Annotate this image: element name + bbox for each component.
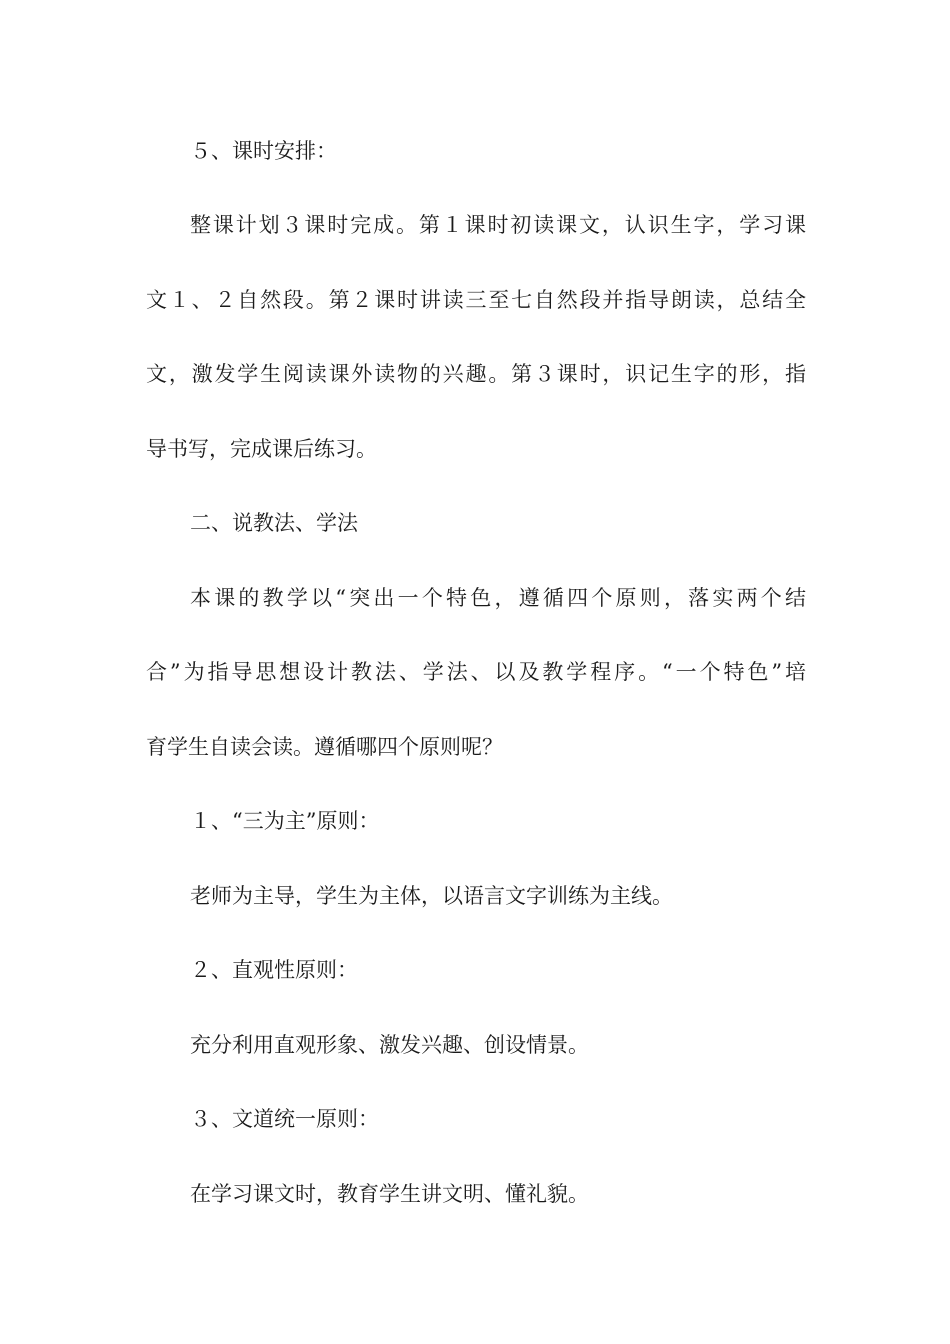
paragraph-line: 老师为主导，学生为主体，以语言文字训练为主线。 bbox=[190, 884, 673, 908]
paragraph-line: 合”为指导思想设计教法、学法、以及教学程序。“一个特色”培 bbox=[146, 660, 806, 684]
paragraph-line: 充分利用直观形象、激发兴趣、创设情景。 bbox=[190, 1033, 589, 1057]
principle-heading-2: ２、直观性原则： bbox=[190, 958, 358, 982]
section-heading-schedule: ５、课时安排： bbox=[190, 139, 337, 163]
paragraph-line: 本课的教学以“突出一个特色，遵循四个原则，落实两个结 bbox=[190, 586, 806, 610]
paragraph-line: 在学习课文时，教育学生讲文明、懂礼貌。 bbox=[190, 1182, 589, 1206]
principle-heading-3: ３、文道统一原则： bbox=[190, 1107, 379, 1131]
paragraph-line: 导书写，完成课后练习。 bbox=[146, 437, 377, 461]
paragraph-line: 文１、２自然段。第２课时讲读三至七自然段并指导朗读，总结全 bbox=[146, 288, 806, 312]
paragraph-line: 整课计划３课时完成。第１课时初读课文，认识生字，学习课 bbox=[190, 213, 806, 237]
principle-heading-1: １、“三为主”原则： bbox=[190, 809, 380, 833]
section-heading-methods: 二、说教法、学法 bbox=[190, 511, 358, 535]
paragraph-line: 文，激发学生阅读课外读物的兴趣。第３课时，识记生字的形，指 bbox=[146, 362, 806, 386]
paragraph-line: 育学生自读会读。遵循哪四个原则呢？ bbox=[146, 735, 503, 759]
